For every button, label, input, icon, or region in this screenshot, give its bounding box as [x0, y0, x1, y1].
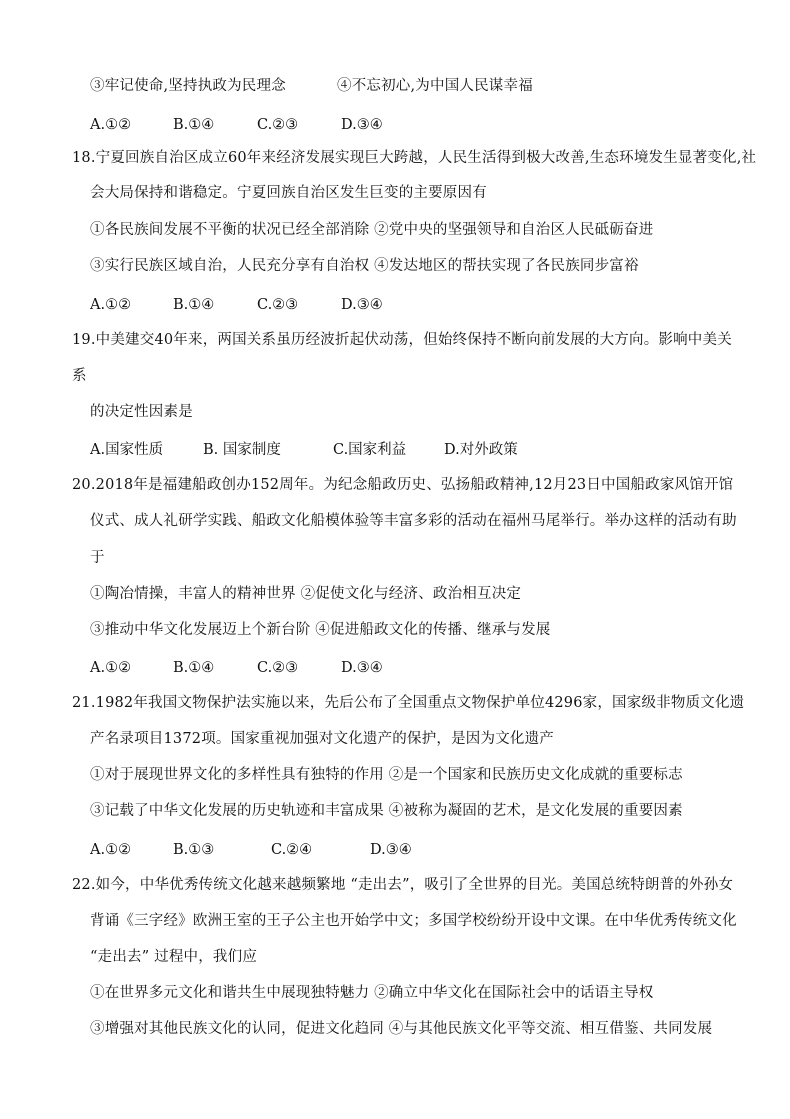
q22-stem-line-3: “走出去” 过程中，我们应: [90, 949, 258, 965]
q17-choice-d: D.③④: [341, 117, 383, 133]
q22-options-1-2: ①在世界多元文化和谐共生中展现独特魅力 ②确立中华文化在国际社会中的话语主导权: [90, 985, 654, 1001]
q21-options-3-4: ③记载了中华文化发展的历史轨迹和丰富成果 ④被称为凝固的艺术，是文化发展的重要因素: [90, 803, 683, 819]
q18-options-3-4: ③实行民族区域自治，人民充分享有自治权 ④发达地区的帮扶实现了各民族同步富裕: [90, 258, 639, 274]
q22-stem-line-2: 背诵《三字经》欧洲王室的王子公主也开始学中文；多国学校纷纷开设中文课。在中华优秀传统文化: [90, 913, 737, 929]
q21-choice-a: A.①②: [90, 842, 132, 858]
q18-choice-a: A.①②: [90, 297, 132, 313]
q19-stem-line-1: 19.中美建交40年来，两国关系虽历经波折起伏动荡，但始终保持不断向前发展的大方向。影响中美关: [72, 332, 732, 348]
q18-choice-c: C.②③: [257, 297, 299, 313]
q17-option-4: ④不忘初心,为中国人民谋幸福: [337, 78, 533, 94]
q20-stem-line-3: 于: [90, 550, 105, 566]
q20-choice-a: A.①②: [90, 660, 132, 676]
q20-choice-c: C.②③: [257, 660, 299, 676]
q18-stem-line-1: 18.宁夏回族自治区成立60年来经济发展实现巨大跨越，人民生活得到极大改善,生态环境发生显著变化,社: [72, 150, 757, 166]
q21-choice-c: C.②④: [271, 842, 313, 858]
q21-choice-b: B.①③: [173, 842, 215, 858]
q22-options-3-4: ③增强对其他民族文化的认同，促进文化趋同 ④与其他民族文化平等交流、相互借鉴、共同发展: [90, 1021, 713, 1037]
q17-option-3: ③牢记使命,坚持执政为民理念: [90, 78, 286, 94]
q20-options-3-4: ③推动中华文化发展迈上个新台阶 ④促进船政文化的传播、继承与发展: [90, 622, 551, 638]
q18-stem-line-2: 会大局保持和谐稳定。宁夏回族自治区发生巨变的主要原因有: [90, 185, 487, 201]
q21-choice-d: D.③④: [370, 842, 412, 858]
q19-choice-b: B. 国家制度: [203, 442, 281, 458]
q20-choice-d: D.③④: [341, 660, 383, 676]
q17-choice-c: C.②③: [257, 117, 299, 133]
q19-choice-a: A.国家性质: [90, 442, 164, 458]
q19-stem-line-3: 的决定性因素是: [90, 404, 193, 420]
q18-choice-b: B.①④: [173, 297, 215, 313]
q20-stem-line-2: 仪式、成人礼研学实践、船政文化船模体验等丰富多彩的活动在福州马尾举行。举办这样的活动有助: [90, 513, 737, 529]
q20-options-1-2: ①陶冶情操，丰富人的精神世界 ②促使文化与经济、政治相互决定: [90, 586, 522, 602]
q18-choice-d: D.③④: [341, 297, 383, 313]
q22-stem-line-1: 22.如今，中华优秀传统文化越来越频繁地 “走出去”，吸引了全世界的目光。美国总统特朗普的外孙女: [72, 877, 734, 893]
q21-stem-line-1: 21.1982年我国文物保护法实施以来，先后公布了全国重点文物保护单位4296家，国家级非物质文化遗: [72, 695, 745, 711]
q17-choice-a: A.①②: [90, 117, 132, 133]
q21-options-1-2: ①对于展现世界文化的多样性具有独特的作用 ②是一个国家和民族历史文化成就的重要标志: [90, 767, 683, 783]
q19-stem-line-2: 系: [72, 368, 87, 384]
q17-choice-b: B.①④: [173, 117, 215, 133]
q19-choice-c: C.国家利益: [333, 442, 407, 458]
q20-stem-line-1: 20.2018年是福建船政创办152周年。为纪念船政历史、弘扬船政精神,12月23日中国船政家风馆开馆: [72, 477, 734, 493]
q19-choice-d: D.对外政策: [444, 442, 518, 458]
q21-stem-line-2: 产名录项目1372项。国家重视加强对文化遗产的保护，是因为文化遗产: [90, 731, 554, 747]
q20-choice-b: B.①④: [173, 660, 215, 676]
q18-options-1-2: ①各民族间发展不平衡的状况已经全部消除 ②党中央的坚强领导和自治区人民砥砺奋进: [90, 222, 654, 238]
